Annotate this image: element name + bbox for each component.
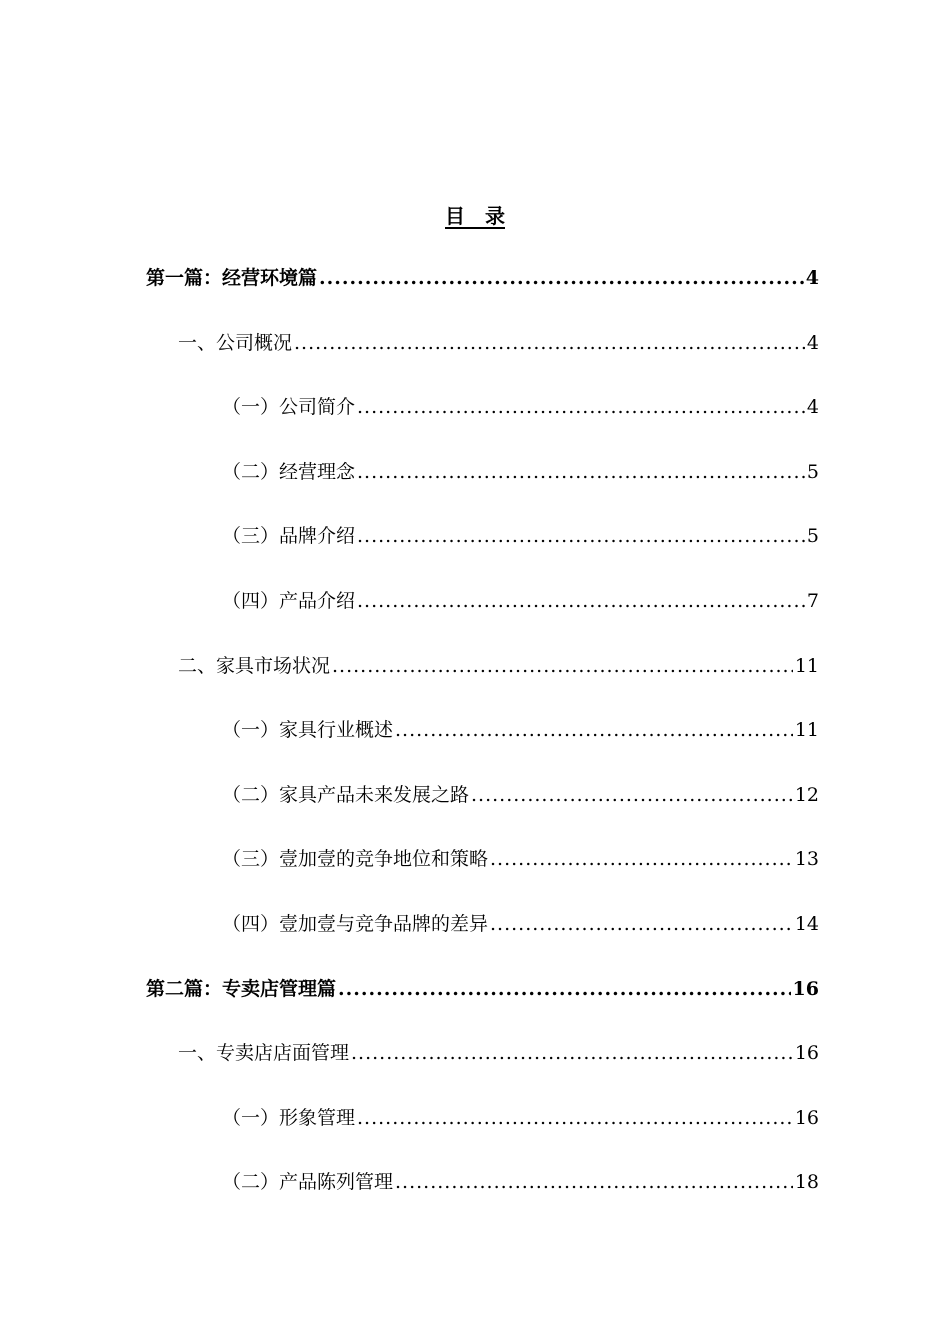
toc-dot-leader [338,973,791,1005]
toc-entry-page-number: 4 [806,396,819,419]
toc-entry-page-number: 16 [792,977,819,1000]
toc-dot-leader [332,650,793,682]
toc-entry-label: （三）品牌介绍 [222,525,356,548]
toc-entry-page-number: 5 [806,525,819,548]
toc-entry-page-number: 5 [806,460,819,483]
toc-title-text: 目 录 [445,204,505,228]
toc-entry[interactable] [222,585,819,617]
toc-dot-leader [357,456,805,488]
toc-entry[interactable] [222,456,819,488]
toc-dot-leader [357,520,805,552]
toc-entry-label: 第二篇：专卖店管理篇 [146,977,337,1000]
toc-entry-label: （二）家具产品未来发展之路 [222,783,470,806]
toc-entry[interactable] [222,908,819,940]
toc-entry[interactable] [178,650,819,682]
toc-dot-leader [357,585,805,617]
toc-entry-label: （三）壹加壹的竞争地位和策略 [222,848,489,871]
toc-entry-page-number: 4 [805,267,819,289]
toc-title [0,200,950,229]
toc-dot-leader [294,327,805,359]
toc-entry[interactable] [178,327,819,359]
toc-dot-leader [395,714,793,746]
toc-entry[interactable] [222,391,819,423]
toc-entry[interactable] [222,843,819,875]
toc-dot-leader [351,1037,793,1069]
toc-entry-label: 二、家具市场状况 [178,654,331,677]
toc-entry-label: （一）公司简介 [222,396,356,419]
toc-entry-page-number: 16 [794,1042,819,1065]
toc-entry-label: 第一篇：经营环境篇 [146,267,318,289]
toc-entry[interactable] [222,1102,819,1134]
toc-entry-page-number: 18 [794,1171,819,1194]
toc-entry-page-number: 13 [794,848,819,871]
toc-entry[interactable] [222,1166,819,1198]
toc-entry-label: （四）壹加壹与竞争品牌的差异 [222,913,489,935]
toc-dot-leader [471,779,793,811]
toc-entry-page-number: 11 [794,654,819,677]
toc-dot-leader [490,908,793,940]
toc-dot-leader [319,262,804,294]
toc-entry-page-number: 14 [794,913,819,935]
toc-entry-page-number: 11 [794,719,819,742]
toc-entry[interactable] [222,520,819,552]
toc-entry-page-number: 12 [794,783,819,806]
toc-entry-label: （一）家具行业概述 [222,719,394,742]
toc-entry-label: （二）经营理念 [222,460,356,483]
toc-dot-leader [395,1166,793,1198]
toc-entry[interactable] [146,973,819,1005]
toc-entry-label: （四）产品介绍 [222,590,356,612]
toc-entry[interactable] [146,262,819,294]
toc-entry-page-number: 16 [794,1106,819,1129]
toc-dot-leader [490,843,793,875]
toc-entry[interactable] [178,1037,819,1069]
toc-dot-leader [357,391,805,423]
toc-entry-label: （一）形象管理 [222,1106,356,1129]
toc-entry-label: 一、专卖店店面管理 [178,1042,350,1065]
toc-entry-page-number: 7 [806,590,819,612]
toc-dot-leader [357,1102,793,1134]
toc-entry-page-number: 4 [806,331,819,354]
toc-entry-label: 一、公司概况 [178,331,293,354]
toc-entry[interactable] [222,714,819,746]
toc-entry-label: （二）产品陈列管理 [222,1171,394,1194]
toc-entry[interactable] [222,779,819,811]
